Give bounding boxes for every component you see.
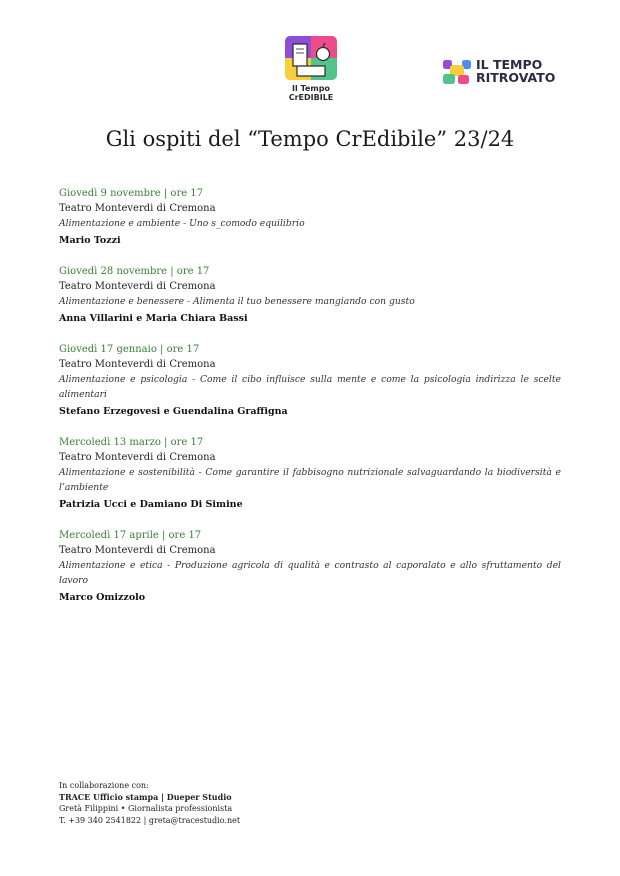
event-guests: Anna Villarini e Maria Chiara Bassi bbox=[59, 313, 248, 324]
book-apple-icon bbox=[283, 34, 339, 82]
event-venue: Teatro Monteverdi di Cremona bbox=[59, 203, 216, 214]
event-date: Giovedì 17 gennaio | ore 17 bbox=[59, 344, 200, 355]
ritrovato-logo-line1: IL TEMPO bbox=[476, 57, 543, 72]
event-topic: Alimentazione e sostenibilità - Come garantire il fabbisogno nutrizionale salvaguardando la biodiversità e l’ambiente bbox=[59, 467, 561, 493]
ritrovato-logo-line2: RITROVATO bbox=[476, 70, 556, 85]
event-item bbox=[59, 528, 561, 606]
page-title: Gli ospiti del “Tempo CrEdibile” 23/24 bbox=[105, 127, 515, 151]
event-topic: Alimentazione e etica - Produzione agricola di qualità e contrasto al caporalato e allo sfruttamento del lavoro bbox=[59, 560, 561, 586]
event-item bbox=[59, 342, 561, 420]
event-date: Giovedì 28 novembre | ore 17 bbox=[59, 266, 210, 277]
event-venue: Teatro Monteverdi di Cremona bbox=[59, 281, 216, 292]
event-venue: Teatro Monteverdi di Cremona bbox=[59, 545, 216, 556]
event-topic: Alimentazione e benessere - Alimenta il tuo benessere mangiando con gusto bbox=[59, 296, 415, 307]
event-item bbox=[59, 435, 561, 513]
credibile-logo-line2: CrEDIBILE bbox=[288, 93, 334, 102]
event-guests: Marco Omizzolo bbox=[59, 592, 146, 603]
event-item bbox=[59, 186, 561, 249]
credibile-logo-line1: Il Tempo bbox=[292, 84, 330, 93]
event-date: Mercoledì 13 marzo | ore 17 bbox=[59, 437, 204, 448]
event-date: Mercoledì 17 aprile | ore 17 bbox=[59, 530, 202, 541]
ritrovato-mark-icon bbox=[443, 57, 471, 85]
event-guests: Patrizia Ucci e Damiano Di Simine bbox=[59, 499, 243, 510]
event-venue: Teatro Monteverdi di Cremona bbox=[59, 359, 216, 370]
ritrovato-logo bbox=[443, 56, 573, 88]
event-topic: Alimentazione e ambiente - Uno s_comodo equilibrio bbox=[59, 218, 305, 229]
footer-contact-name: Gretà Filippini • Giornalista professionista bbox=[59, 804, 233, 813]
event-guests: Mario Tozzi bbox=[59, 235, 121, 246]
footer-contact-line: T. +39 340 2541822 | greta@tracestudio.net bbox=[59, 815, 241, 825]
footer-intro: In collaborazione con: bbox=[59, 781, 149, 790]
footer bbox=[59, 780, 359, 826]
footer-studio: TRACE Ufficio stampa | Dueper Studio bbox=[59, 791, 232, 802]
event-venue: Teatro Monteverdi di Cremona bbox=[59, 452, 216, 463]
event-guests: Stefano Erzegovesi e Guendalina Graffigna bbox=[59, 406, 288, 417]
event-topic: Alimentazione e psicologia - Come il cibo influisce sulla mente e come la psicologia indirizza le scelte alimentari bbox=[59, 374, 561, 400]
events-list bbox=[59, 186, 561, 621]
event-item bbox=[59, 264, 561, 327]
event-date: Giovedì 9 novembre | ore 17 bbox=[59, 188, 204, 199]
credibile-logo bbox=[283, 34, 339, 108]
